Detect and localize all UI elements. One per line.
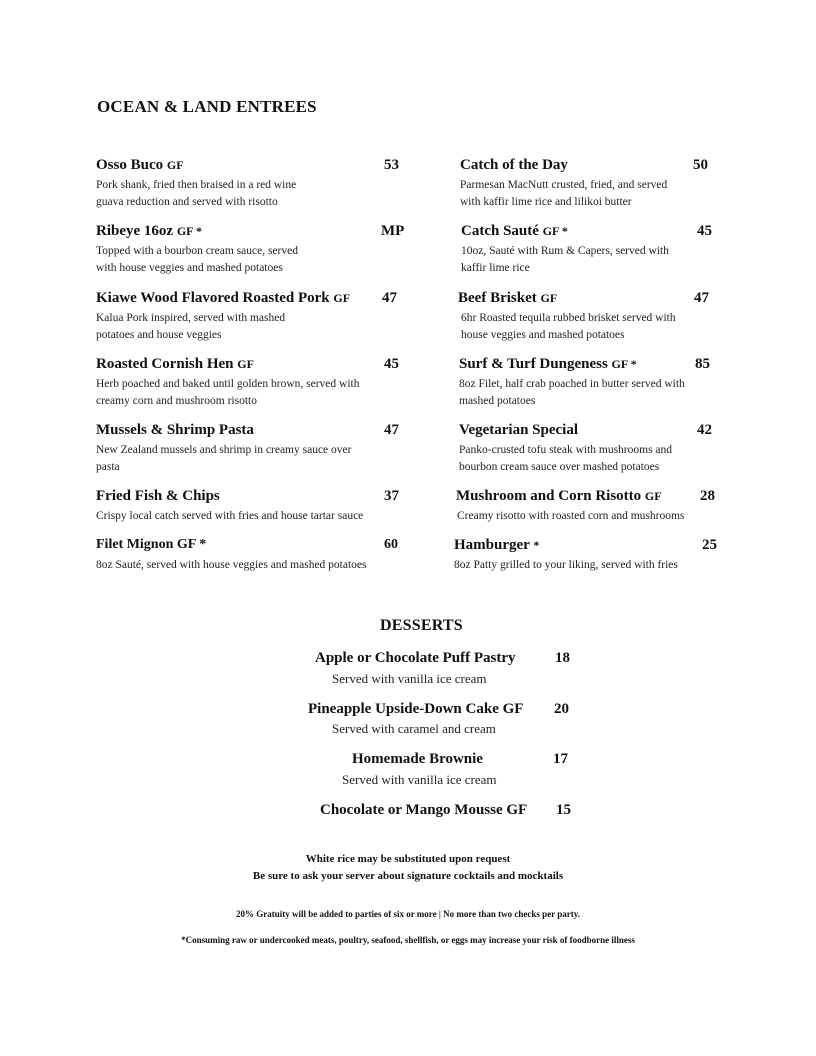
item-description: Topped with a bourbon cream sauce, served with house veggies and mashed potatoes [96, 245, 298, 274]
dessert-item-description: Served with vanilla ice cream [342, 772, 497, 787]
item-price: 45 [697, 223, 712, 239]
item-price: 25 [702, 537, 717, 553]
entrees-title: OCEAN & LAND ENTREES [97, 97, 317, 116]
dietary-tag: GF [166, 158, 184, 172]
dietary-tag: GF * [542, 224, 568, 238]
item-name: Catch of the Day [460, 157, 568, 173]
item-name: Filet Mignon GF * [96, 537, 207, 552]
dessert-item-name: Pineapple Upside-Down Cake GF [308, 701, 524, 717]
item-price: 45 [384, 356, 399, 372]
item-description: Herb poached and baked until golden brown, served with creamy corn and mushroom risotto [96, 378, 360, 407]
item-name: Mushroom and Corn Risotto [456, 488, 642, 504]
item-description: Parmesan MacNutt crusted, fried, and served with kaffir lime rice and lilikoi butter [460, 179, 668, 208]
item-name: Vegetarian Special [459, 422, 579, 438]
entree-item-mussels-shrimp [96, 421, 406, 476]
item-name: Fried Fish & Chips [96, 488, 220, 504]
item-description: 10oz, Sauté with Rum & Capers, served with kaffir lime rice [461, 245, 669, 274]
dietary-tag: GF [644, 489, 662, 503]
entree-item-ribeye [96, 222, 406, 277]
entree-item-catch-saute [461, 222, 721, 277]
item-price: 47 [382, 290, 397, 306]
desserts-title: DESSERTS [380, 617, 463, 634]
foodborne-illness-disclaimer: *Consuming raw or undercooked meats, poultry, seafood, shellfish, or eggs may increase your risk of foodborne illness [181, 935, 635, 945]
item-price: 47 [384, 422, 399, 438]
item-name: Mussels & Shrimp Pasta [96, 422, 254, 438]
entree-item-osso-buco [96, 156, 400, 211]
item-name: Catch Sauté [461, 223, 539, 239]
entree-item-surf-turf [459, 355, 721, 410]
item-description: 8oz Sauté, served with house veggies and mashed potatoes [96, 559, 367, 571]
entree-item-mushroom-risotto [456, 487, 726, 525]
dessert-item-price: 20 [554, 701, 569, 717]
dietary-tag: GF * [176, 224, 203, 238]
dietary-tag: GF [540, 291, 558, 305]
entree-item-filet-mignon [96, 536, 406, 574]
item-name: Osso Buco [96, 157, 164, 173]
item-name: Ribeye 16oz [96, 223, 174, 239]
item-price: 42 [697, 422, 712, 438]
item-description: Pork shank, fried then braised in a red wine guava reduction and served with risotto [96, 179, 297, 208]
item-description: 8oz Filet, half crab poached in butter served with mashed potatoes [459, 378, 685, 407]
item-description: New Zealand mussels and shrimp in creamy sauce over pasta [96, 444, 352, 473]
item-price: 60 [384, 537, 398, 552]
rice-note: White rice may be substituted upon request [305, 853, 511, 865]
item-description: Creamy risotto with roasted corn and mushrooms [457, 510, 685, 522]
entree-item-fish-chips [96, 487, 406, 525]
item-description: Crispy local catch served with fries and house tartar sauce [96, 510, 364, 522]
item-description: Kalua Pork inspired, served with mashed potatoes and house veggies [96, 312, 286, 341]
dietary-tag: GF * [611, 357, 637, 371]
dessert-item-name: Apple or Chocolate Puff Pastry [315, 650, 516, 666]
gratuity-note: 20% Gratuity will be added to parties of six or more | No more than two checks per party. [235, 909, 581, 919]
dessert-item-name: Homemade Brownie [352, 751, 483, 767]
dessert-item-price: 17 [553, 751, 568, 767]
item-name: Beef Brisket [458, 290, 537, 306]
entree-item-catch-of-the-day [460, 156, 720, 211]
dietary-tag: GF [237, 357, 254, 371]
item-name: Roasted Cornish Hen [96, 356, 234, 372]
dessert-item-price: 18 [555, 650, 570, 666]
item-price: 50 [693, 157, 708, 173]
cocktails-note: Be sure to ask your server about signature cocktails and mocktails [252, 870, 564, 882]
dessert-item-price: 15 [556, 802, 571, 818]
item-description: 8oz Patty grilled to your liking, served with fries [454, 559, 678, 571]
item-price: 85 [695, 356, 710, 372]
item-name: Surf & Turf Dungeness [459, 356, 608, 372]
entree-item-roasted-pork [96, 289, 400, 344]
item-price: MP [381, 223, 405, 239]
item-description: Panko-crusted tofu steak with mushrooms and bourbon cream sauce over mashed potatoes [459, 444, 673, 473]
item-name: Kiawe Wood Flavored Roasted Pork [96, 290, 330, 306]
entree-item-vegetarian-special [459, 421, 721, 476]
dietary-tag: * [533, 538, 540, 552]
item-price: 28 [700, 488, 715, 504]
dessert-item-description: Served with vanilla ice cream [332, 671, 487, 686]
item-price: 53 [384, 157, 399, 173]
item-price: 47 [694, 290, 709, 306]
dessert-item-name: Chocolate or Mango Mousse GF [320, 802, 528, 818]
item-name: Hamburger [454, 537, 530, 553]
dietary-tag: GF [333, 291, 351, 305]
item-description: 6hr Roasted tequila rubbed brisket served with house veggies and mashed potatoes [461, 312, 676, 341]
entree-item-hamburger [454, 536, 726, 574]
dessert-item-description: Served with caramel and cream [332, 721, 496, 736]
item-price: 37 [384, 488, 399, 504]
entree-item-cornish-hen [96, 355, 406, 410]
entree-item-beef-brisket [458, 289, 720, 344]
